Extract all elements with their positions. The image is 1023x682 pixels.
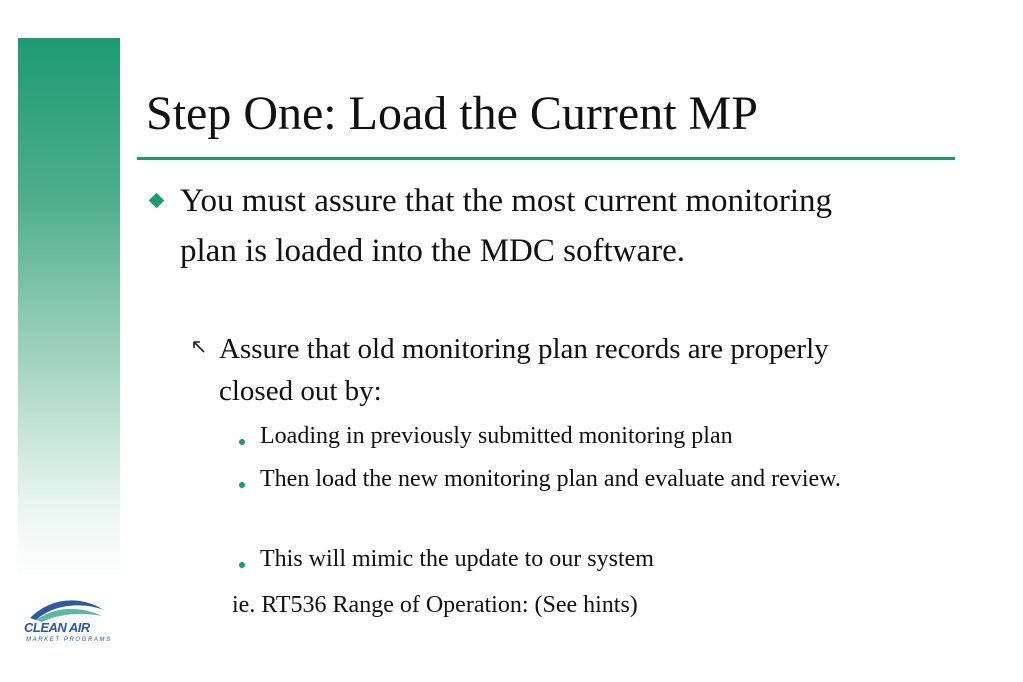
bullet-level-2: Assure that old monitoring plan records are properly closed out by: bbox=[219, 333, 829, 407]
arrow-bullet-icon bbox=[190, 338, 208, 356]
logo-subtitle: MARKET PROGRAMS bbox=[26, 637, 112, 643]
list-item: Loading in previously submitted monitoring plan bbox=[260, 423, 733, 449]
dot-bullet-icon bbox=[239, 482, 245, 488]
note-text: ie. RT536 Range of Operation: (See hints) bbox=[232, 592, 638, 618]
diamond-bullet-icon bbox=[149, 193, 165, 209]
dot-bullet-icon bbox=[239, 562, 245, 568]
bullet-level-1: You must assure that the most current monitoring plan is loaded into the MDC software. bbox=[180, 183, 833, 269]
list-item: This will mimic the update to our system bbox=[260, 546, 654, 572]
side-gradient-band bbox=[18, 38, 120, 578]
list-item: Then load the new monitoring plan and evaluate and review. bbox=[260, 466, 841, 492]
logo-wordmark: CLEAN AIR bbox=[24, 620, 90, 635]
slide-title: Step One: Load the Current MP bbox=[146, 87, 758, 140]
dot-bullet-icon bbox=[239, 439, 245, 445]
title-divider bbox=[137, 157, 955, 160]
